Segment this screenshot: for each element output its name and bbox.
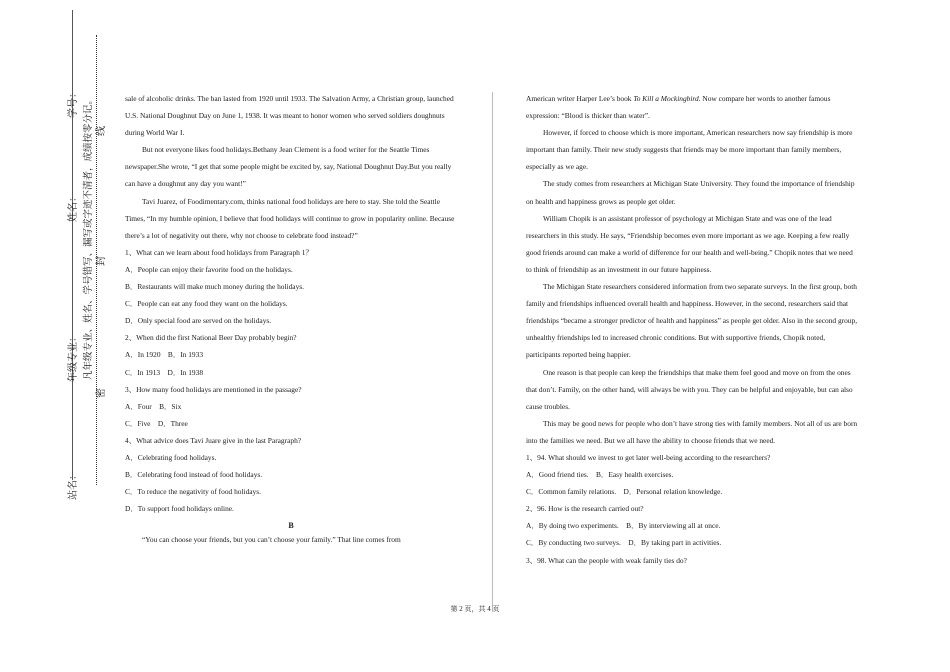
seal-notice: 凡年级专业、姓名、学号错写、漏写或字迹不清者，成绩按零分记。: [84, 94, 94, 380]
school-name-label: 站名：: [68, 470, 79, 500]
option: C．People can eat any food they want on the holidays.: [125, 299, 288, 309]
option: A．Celebrating food holidays.: [125, 452, 217, 462]
seal-xian: 线: [96, 126, 107, 136]
paragraph: But not everyone likes food holidays.Bethany Jean Clement is a food writer for the Seattle Times newspaper.She wrote, “I get that some people might be excited by, say, National Doughnut Day.But you really can have a doughnut any day you want!”: [125, 145, 452, 189]
option: C．Common family relations. D．Personal relation knowledge.: [526, 487, 723, 497]
seal-feng: 封: [96, 256, 107, 266]
binding-margin: [0, 0, 110, 672]
paragraph: The Michigan State researchers considered information from two separate surveys. In the first group, both family and friendships influenced overall health and happiness. However, in the second, researchers said that friendships “became a stronger predictor of health and happiness” as people get older. Also in the second group, unhealthy friendships led to increased chronic conditions. But with supportive friends, Chopik noted, participants reported being happier.: [526, 282, 858, 360]
left-column: [125, 90, 457, 546]
paragraph: However, if forced to choose which is more important, American researchers now say friendship is more important than family. Their new study suggests that friends may be more important than family members, especially as we age.: [526, 128, 853, 172]
text-span: . Now compare her words to another famous expression: “Blood is thicker than water”.: [526, 94, 831, 121]
paragraph: The study comes from researchers at Michigan State University. They found the importance of friendship on health and happiness grows as people get older.: [526, 179, 855, 206]
option: B．Celebrating food instead of food holidays.: [125, 470, 263, 480]
option: B．Restaurants will make much money during the holidays.: [125, 282, 304, 292]
question: 3、98. What can the people with weak family ties do?: [526, 555, 687, 565]
option: A．Good friend ties. B．Easy health exercises.: [526, 470, 674, 480]
option: A．In 1920 B．In 1933: [125, 350, 204, 360]
column-divider: [492, 92, 493, 612]
option: A．Four B．Six: [125, 401, 182, 411]
right-column: [526, 90, 859, 569]
paragraph: [526, 90, 859, 124]
paragraph: Tavi Juarez, of Foodimentary.com, thinks national food holidays are here to stay. She told the Seattle Times, “In my humble opinion, I believe that food holidays will continue to grow in popularity online. Because there’s a lot of negativity out there, why not choose to celebrate food instead?”: [125, 196, 455, 240]
question: 1、94. What should we invest to get later well-being according to the researchers?: [526, 452, 771, 462]
paragraph: William Chopik is an assistant professor of psychology at Michigan State and was one of the lead researchers in this study. He says, “Friendship becomes even more important as we age. Keeping a few really good friends around can make a world of difference for our health and well-being.” Chopik notes that we need to think of friendship as an investment in our future happiness.: [526, 213, 853, 274]
question: 2、When did the first National Beer Day probably begin?: [125, 333, 297, 343]
page-footer: 第 2 页，共 4 页: [450, 605, 500, 613]
paragraph: This may be good news for people who don’t have strong ties with family members. Not all of us are born into the families we need. But we all have the ability to choose friends that we need.: [526, 418, 858, 445]
grade-major-label: 年级专业：: [68, 332, 79, 382]
option: C．In 1913 D．In 1938: [125, 367, 204, 377]
name-label: 姓名：: [68, 192, 79, 222]
seal-mi: 密: [96, 388, 107, 398]
option: C．By conducting two surveys. D．By taking part in activities.: [526, 538, 722, 548]
question: 3、How many food holidays are mentioned in the passage?: [125, 384, 302, 394]
question: 4、What advice does Tavi Juare give in the last Paragraph?: [125, 435, 302, 445]
paragraph: One reason is that people can keep the friendships that make them feel good and move on from the ones that don’t. Family, on the other hand, will always be with you. They can be helpful and enjoyable, but can also cause troubles.: [526, 367, 853, 411]
option: D．To support food holidays online.: [125, 504, 234, 514]
student-no-label: 学号：: [68, 88, 79, 118]
option: A．People can enjoy their favorite food on the holidays.: [125, 264, 293, 274]
binding-line: [72, 10, 73, 480]
text-span: American writer Harper Lee’s book: [526, 94, 634, 103]
option: C．Five D．Three: [125, 418, 188, 428]
question: 2、96. How is the research carried out?: [526, 504, 644, 514]
question: 1、What can we learn about food holidays from Paragraph 1？: [125, 247, 313, 257]
book-title: To Kill a Mockingbird: [633, 94, 699, 103]
option: A．By doing two experiments. B．By interviewing all at once.: [526, 521, 721, 531]
section-title: B: [288, 521, 294, 531]
option: C．To reduce the negativity of food holidays.: [125, 487, 261, 497]
paragraph: “You can choose your friends, but you can’t choose your family.” That line comes from: [142, 535, 401, 545]
paragraph: sale of alcoholic drinks. The ban lasted from 1920 until 1933. The Salvation Army, a Christian group, launched U.S. National Doughnut Day on June 1, 1938. It was meant to honor women who served soldiers doughnuts during World War I.: [125, 94, 454, 138]
option: D．Only special food are served on the holidays.: [125, 316, 272, 326]
